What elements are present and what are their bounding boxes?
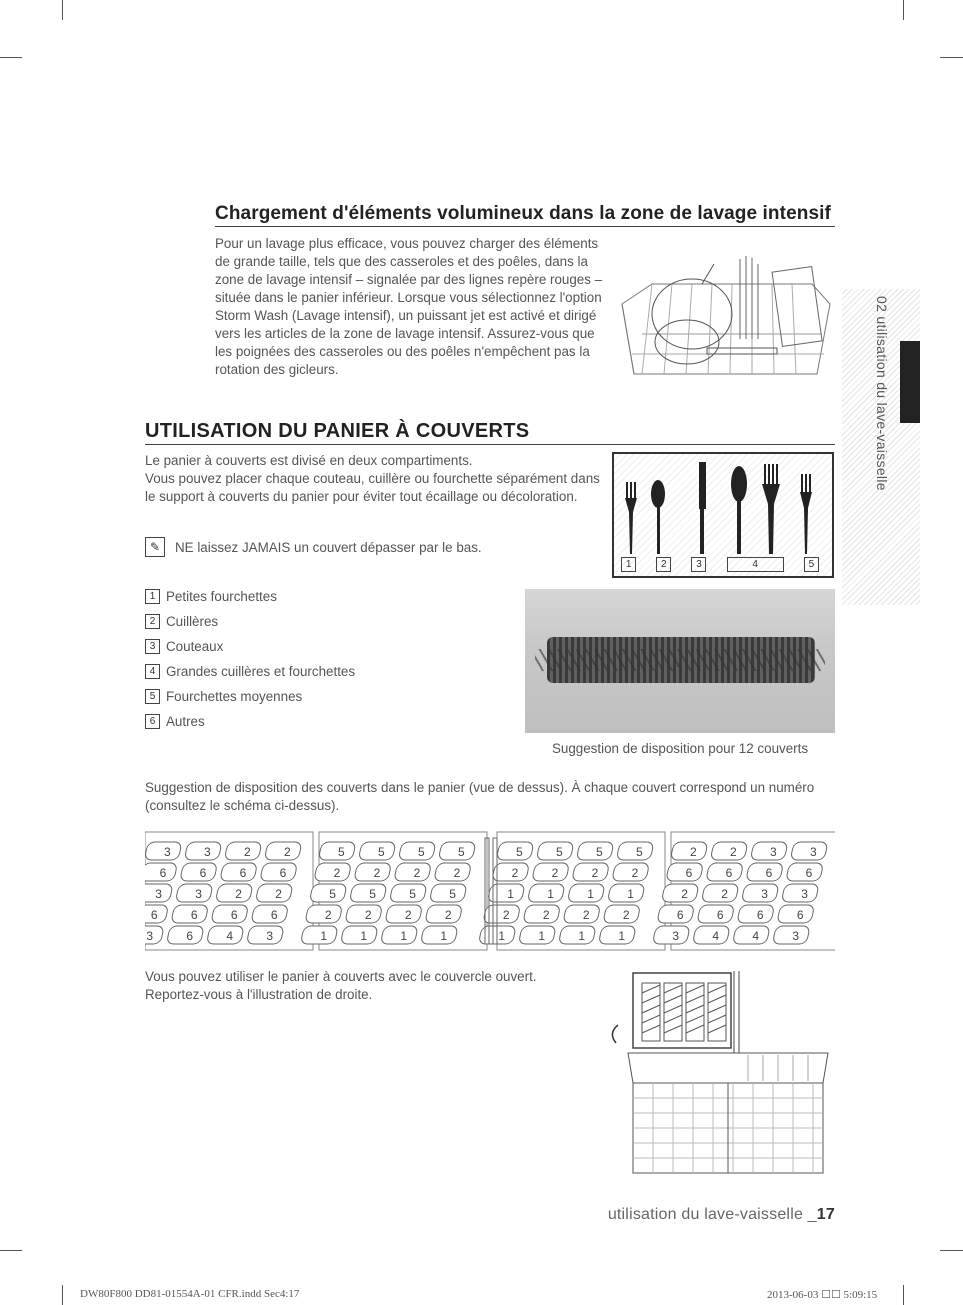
basket-slot: [305, 905, 343, 923]
basket-photo: [525, 589, 835, 733]
crop-mark: [903, 0, 904, 20]
basket-slot: [215, 884, 253, 902]
basket-slot-number: 3: [146, 929, 154, 943]
page-footer: [560, 1206, 835, 1224]
legend-number: 3: [145, 639, 160, 654]
chapter-side-label: 02 utilisation du lave-vaisselle: [874, 296, 890, 491]
basket-slot-number: 6: [279, 866, 287, 880]
basket-slot-number: 5: [636, 845, 643, 859]
section-title-panier: UTILISATION DU PANIER À COUVERTS: [145, 420, 835, 445]
basket-slot-number: 1: [538, 929, 546, 943]
crop-mark: [903, 1285, 904, 1305]
basket-slot: [255, 884, 293, 902]
basket-slot-number: 1: [627, 887, 634, 901]
basket-slot-number: 4: [712, 929, 720, 943]
section-title-volumineux: Chargement d'éléments volumineux dans la zone de lavage intensif: [215, 203, 835, 227]
legend-label: Fourchettes moyennes: [166, 689, 303, 704]
basket-slot-number: 4: [226, 929, 234, 943]
dish-rack-illustration: [612, 244, 837, 384]
basket-slot: [732, 926, 770, 944]
basket-slot-number: 5: [516, 845, 523, 859]
photo-caption: Suggestion de disposition pour 12 couverts: [551, 741, 809, 756]
basket-slot-number: 1: [320, 929, 328, 943]
basket-slot: [380, 926, 418, 944]
basket-slot: [781, 884, 819, 902]
basket-slot-number: 2: [404, 908, 412, 922]
cutlery-illustration: [612, 452, 834, 578]
basket-slot-number: 2: [502, 908, 510, 922]
legend-label: Grandes cuillères et fourchettes: [166, 664, 356, 679]
basket-slot-number: 6: [685, 866, 693, 880]
basket-slot-number: 3: [770, 845, 777, 859]
basket-slot-number: 3: [672, 929, 680, 943]
basket-slot: [246, 926, 284, 944]
basket-slot-number: 6: [190, 908, 198, 922]
basket-slot-number: 1: [507, 887, 514, 901]
basket-slot: [777, 905, 815, 923]
basket-slot: [309, 884, 347, 902]
crop-mark: [0, 57, 22, 58]
basket-slot-number: 2: [721, 887, 728, 901]
legend-item: [145, 634, 445, 659]
section-body-panier: [145, 452, 605, 506]
layout-description: Suggestion de disposition des couverts dans le panier (vue de dessus). À chaque couvert correspond un numéro (consultez le schéma ci-dessus).: [145, 780, 815, 813]
basket-slot-number: 6: [716, 908, 724, 922]
basket-slot-number: 2: [453, 866, 461, 880]
basket-slot-number: 5: [458, 845, 465, 859]
chapter-tab-marker: [900, 341, 920, 423]
basket-slot-number: 2: [284, 845, 291, 859]
basket-slot-number: 6: [756, 908, 764, 922]
note-text: NE laissez JAMAIS un couvert dépasser par le bas.: [175, 539, 482, 555]
basket-slot-number: 6: [239, 866, 247, 880]
lid-text-1: Vous pouvez utiliser le panier à couverts avec le couvercle ouvert.: [145, 969, 537, 984]
cutlery-label-1: 1: [621, 557, 636, 572]
note-pencil-icon: ✎: [145, 537, 165, 557]
basket-slot: [603, 905, 641, 923]
basket-slot-number: 1: [400, 929, 408, 943]
basket-photo-handles: [535, 649, 825, 671]
section-body-volumineux: Pour un lavage plus efficace, vous pouvez charger des éléments de grande taille, tels que des casseroles et des poêles, dans la zone de lavage intensif – signalée par des lignes repère rouges – située dans le panier inférieur. Lorsque vous sélectionnez l'option Storm Wash (Lavage intensif), un puissant jet est activé et dirigé vers les articles de la zone de lavage intensif. Assurez-vous que les poignées des casseroles ou des poêles n'empêchent pas la rotation des gicleurs.: [215, 236, 603, 377]
basket-slot-number: 3: [195, 887, 202, 901]
cutlery-pieces: [614, 454, 832, 554]
basket-slot-number: 2: [551, 866, 559, 880]
basket-slot: [425, 905, 463, 923]
basket-slot-number: 3: [266, 929, 274, 943]
basket-slot-number: 2: [591, 866, 599, 880]
basket-slot-number: 6: [676, 908, 684, 922]
crop-mark: [62, 0, 63, 20]
basket-slot: [741, 884, 779, 902]
basket-slot: [563, 905, 601, 923]
legend-number: 1: [145, 589, 160, 604]
basket-slot: [300, 926, 338, 944]
basket-slot: [385, 905, 423, 923]
basket-slot: [527, 884, 565, 902]
crop-mark: [940, 57, 963, 58]
basket-slot-number: 3: [164, 845, 171, 859]
basket-slot: [701, 884, 739, 902]
slug-left: DW80F800 DD81-01554A-01 CFR.indd Sec4:17: [80, 1288, 300, 1300]
basket-slot: [394, 863, 432, 881]
basket-slot-number: 1: [498, 929, 506, 943]
basket-slot: [661, 884, 699, 902]
legend-number: 5: [145, 689, 160, 704]
legend-label: Autres: [166, 714, 205, 729]
legend-item: [145, 684, 445, 709]
basket-slot-number: 5: [369, 887, 376, 901]
basket-slot-number: 5: [338, 845, 345, 859]
basket-slot: [220, 863, 258, 881]
cutlery-legend: [145, 584, 445, 734]
cutlery-label-2: 2: [656, 557, 671, 572]
basket-slot: [260, 863, 298, 881]
basket-slot: [251, 905, 289, 923]
basket-slot: [737, 905, 775, 923]
lid-open-text: [145, 968, 585, 1004]
basket-slot-number: 2: [681, 887, 688, 901]
crop-mark: [62, 1285, 63, 1305]
basket-slot-number: 2: [511, 866, 519, 880]
basket-slot: [607, 884, 645, 902]
basket-slot-number: 1: [578, 929, 586, 943]
basket-slot-number: 2: [413, 866, 421, 880]
basket-slot: [340, 926, 378, 944]
basket-slot: [180, 863, 218, 881]
basket-slot: [171, 905, 209, 923]
basket-slot: [314, 863, 352, 881]
legend-item: [145, 659, 445, 684]
basket-slot-number: 2: [444, 908, 452, 922]
basket-slot-number: 6: [230, 908, 238, 922]
basket-slot: [558, 926, 596, 944]
basket-slot-number: 2: [582, 908, 590, 922]
basket-slot: [420, 926, 458, 944]
open-lid-basket-illustration: [598, 963, 838, 1178]
crop-mark: [940, 1250, 963, 1251]
basket-slot-number: 5: [449, 887, 456, 901]
basket-slot-number: 2: [235, 887, 242, 901]
cutlery-number-row: [614, 554, 832, 574]
crop-mark: [0, 1250, 22, 1251]
legend-number: 6: [145, 714, 160, 729]
basket-slot: [429, 884, 467, 902]
legend-label: Petites fourchettes: [166, 589, 277, 604]
lid-text-2: Reportez-vous à l'illustration de droite.: [145, 987, 373, 1002]
basket-slot-number: 6: [186, 929, 194, 943]
basket-slot-number: 5: [556, 845, 563, 859]
basket-slot: [518, 926, 556, 944]
basket-slot-number: 1: [587, 887, 594, 901]
basket-slot-number: 6: [765, 866, 773, 880]
basket-slot-number: 2: [690, 845, 697, 859]
basket-slot-number: 3: [155, 887, 162, 901]
basket-slot: [572, 863, 610, 881]
basket-slot: [175, 884, 213, 902]
basket-slot: [567, 884, 605, 902]
basket-slot-number: 5: [596, 845, 603, 859]
basket-slot-number: 2: [542, 908, 550, 922]
basket-slot: [697, 905, 735, 923]
basket-slot-number: 1: [360, 929, 368, 943]
basket-slot-number: 2: [333, 866, 341, 880]
cutlery-label-4: 4: [727, 557, 784, 572]
basket-slot: [166, 926, 204, 944]
basket-slot-number: 5: [329, 887, 336, 901]
basket-slot: [657, 905, 695, 923]
legend-label: Couteaux: [166, 639, 224, 654]
basket-slot-number: 3: [204, 845, 211, 859]
basket-slot-number: 5: [409, 887, 416, 901]
basket-slot: [598, 926, 636, 944]
basket-slot: [772, 926, 810, 944]
basket-slot-number: 6: [805, 866, 813, 880]
basket-slot-number: 6: [725, 866, 733, 880]
body-line-1: Le panier à couverts est divisé en deux compartiments.: [145, 453, 473, 468]
basket-slot-number: 6: [159, 866, 167, 880]
legend-item: [145, 709, 445, 734]
body-line-2: Vous pouvez placer chaque couteau, cuillère ou fourchette séparément dans le support à couverts du panier pour éviter tout écaillage ou décoloration.: [145, 471, 600, 504]
slug-right: 2013-06-03 ☐☐ 5:09:15: [767, 1289, 878, 1301]
basket-slot: [786, 863, 824, 881]
basket-slot-number: 2: [631, 866, 639, 880]
legend-label: Cuillères: [166, 614, 219, 629]
basket-slot-number: 2: [324, 908, 332, 922]
legend-item: [145, 609, 445, 634]
basket-slot-number: 5: [418, 845, 425, 859]
basket-slot-number: 2: [373, 866, 381, 880]
basket-slot: [746, 863, 784, 881]
legend-number: 2: [145, 614, 160, 629]
basket-slot-number: 1: [618, 929, 626, 943]
basket-slot-number: 1: [440, 929, 448, 943]
basket-slot: [612, 863, 650, 881]
basket-slot-number: 6: [199, 866, 207, 880]
page-number: 17: [816, 1206, 835, 1223]
basket-slot: [211, 905, 249, 923]
basket-slot: [349, 884, 387, 902]
cutlery-label-5: 5: [804, 557, 819, 572]
basket-slot-number: 3: [761, 887, 768, 901]
legend-number: 4: [145, 664, 160, 679]
basket-slot: [206, 926, 244, 944]
basket-slot-number: 3: [792, 929, 800, 943]
basket-layout-svg: [145, 828, 835, 954]
basket-slot-number: 6: [796, 908, 804, 922]
basket-slot-number: 4: [752, 929, 760, 943]
basket-slot: [523, 905, 561, 923]
basket-slot: [666, 863, 704, 881]
legend-item: [145, 584, 445, 609]
basket-slot-number: 5: [378, 845, 385, 859]
basket-slot-number: 6: [270, 908, 278, 922]
basket-slot: [692, 926, 730, 944]
basket-slot: [354, 863, 392, 881]
basket-slot: [389, 884, 427, 902]
footer-title: utilisation du lave-vaisselle _: [607, 1206, 817, 1223]
note: [145, 537, 575, 557]
basket-slot: [345, 905, 383, 923]
basket-slot: [706, 863, 744, 881]
basket-slot-number: 2: [622, 908, 630, 922]
basket-slot-number: 1: [547, 887, 554, 901]
cutlery-label-3: 3: [691, 557, 706, 572]
basket-slot-number: 2: [244, 845, 251, 859]
basket-slot: [532, 863, 570, 881]
basket-slot-number: 2: [730, 845, 737, 859]
basket-slot: [652, 926, 690, 944]
basket-slot-number: 3: [801, 887, 808, 901]
basket-layout-grid: [145, 828, 835, 954]
basket-slot-number: 2: [275, 887, 282, 901]
basket-slot-number: 6: [150, 908, 158, 922]
basket-slot: [483, 905, 521, 923]
basket-slot-number: 2: [364, 908, 372, 922]
basket-slot: [434, 863, 472, 881]
basket-slot-number: 3: [810, 845, 817, 859]
